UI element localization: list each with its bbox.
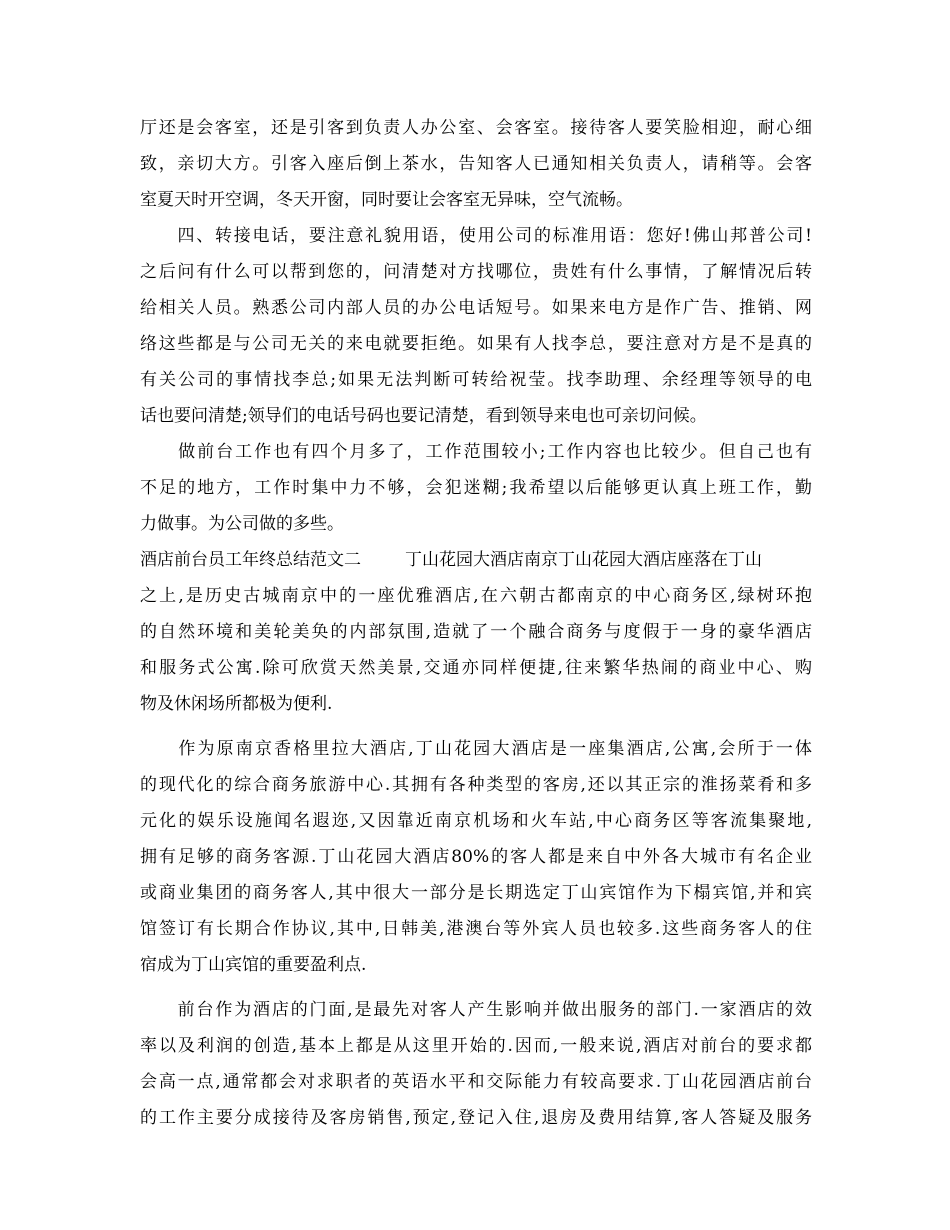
text-line: 的工作主要分成接待及客房销售,预定,登记入住,退房及费用结算,客人答疑及服务 [140, 1108, 812, 1128]
document-page [140, 110, 812, 1136]
text-line: 力做事。为公司做的多些。 [140, 514, 344, 534]
text-line: 络这些都是与公司无关的来电就要拒绝。如果有人找李总，要注意对方是不是真的 [140, 334, 812, 354]
text-line: 的现代化的综合商务旅游中心.其拥有各种类型的客房,还以其正宗的淮扬菜肴和多 [140, 775, 812, 795]
text-line: 作为原南京香格里拉大酒店,丁山花园大酒店是一座集酒店,公寓,会所于一体 [140, 739, 812, 759]
text-line: 室夏天时开空调，冬天开窗，同时要让会客室无异味，空气流畅。 [140, 190, 633, 210]
paragraph-hotel-intro [140, 542, 812, 722]
text-line: 率以及利润的创造,基本上都是从这里开始的.因而,一般来说,酒店对前台的要求都 [140, 1036, 812, 1056]
section-heading-line [140, 542, 812, 578]
text-line: 宿成为丁山宾馆的重要盈利点. [140, 955, 367, 975]
paragraph-hotel-business [140, 731, 812, 983]
text-line: 之后问有什么可以帮到您的，问清楚对方找哪位，贵姓有什么事情，了解情况后转 [140, 262, 812, 282]
text-line: 四、转接电话，要注意礼貌用语，使用公司的标准用语：您好!佛山邦普公司! [140, 226, 812, 246]
text-line: 或商业集团的商务客人,其中很大一部分是长期选定丁山宾馆作为下榻宾馆,并和宾 [140, 883, 812, 903]
text-line: 元化的娱乐设施闻名遐迩,又因靠近南京机场和火车站,中心商务区等客流集聚地, [140, 811, 812, 831]
text-line: 厅还是会客室，还是引客到负责人办公室、会客室。接待客人要笑脸相迎，耐心细 [140, 118, 812, 138]
text-line: 物及休闲场所都极为便利. [140, 694, 333, 714]
text-line: 之上,是历史古城南京中的一座优雅酒店,在六朝古都南京的中心商务区,绿树环抱 [140, 586, 812, 606]
paragraph-phone-transfer [140, 218, 812, 434]
heading-tail-text: 丁山花园大酒店南京丁山花园大酒店座落在丁山 [405, 550, 762, 570]
text-line: 不足的地方，工作时集中力不够，会犯迷糊;我希望以后能够更认真上班工作，勤 [140, 478, 812, 498]
paragraph-reception-guests [140, 110, 812, 218]
text-line: 话也要问清楚;领导们的电话号码也要记清楚，看到领导来电也可亲切问候。 [140, 406, 707, 426]
text-line: 给相关人员。熟悉公司内部人员的办公电话短号。如果来电方是作广告、推销、网 [140, 298, 812, 318]
text-line: 有关公司的事情找李总;如果无法判断可转给祝莹。找李助理、余经理等领导的电 [140, 370, 812, 390]
text-line: 前台作为酒店的门面,是最先对客人产生影响并做出服务的部门.一家酒店的效 [140, 1000, 812, 1020]
paragraph-self-review [140, 434, 812, 542]
text-line: 拥有足够的商务客源.丁山花园大酒店80%的客人都是来自中外各大城市有名企业 [140, 847, 812, 867]
text-line: 会高一点,通常都会对求职者的英语水平和交际能力有较高要求.丁山花园酒店前台 [140, 1072, 812, 1092]
text-line: 馆签订有长期合作协议,其中,日韩美,港澳台等外宾人员也较多.这些商务客人的住 [140, 919, 812, 939]
text-line: 做前台工作也有四个月多了，工作范围较小;工作内容也比较少。但自己也有 [140, 442, 812, 462]
paragraph-front-desk-role [140, 992, 812, 1136]
text-line: 致，亲切大方。引客入座后倒上茶水，告知客人已通知相关负责人，请稍等。会客 [140, 154, 812, 174]
text-line: 和服务式公寓.除可欣赏天然美景,交通亦同样便捷,往来繁华热闹的商业中心、购 [140, 658, 812, 678]
section-heading: 酒店前台员工年终总结范文二 [140, 550, 361, 570]
text-line: 的自然环境和美轮美奂的内部氛围,造就了一个融合商务与度假于一身的豪华酒店 [140, 622, 812, 642]
